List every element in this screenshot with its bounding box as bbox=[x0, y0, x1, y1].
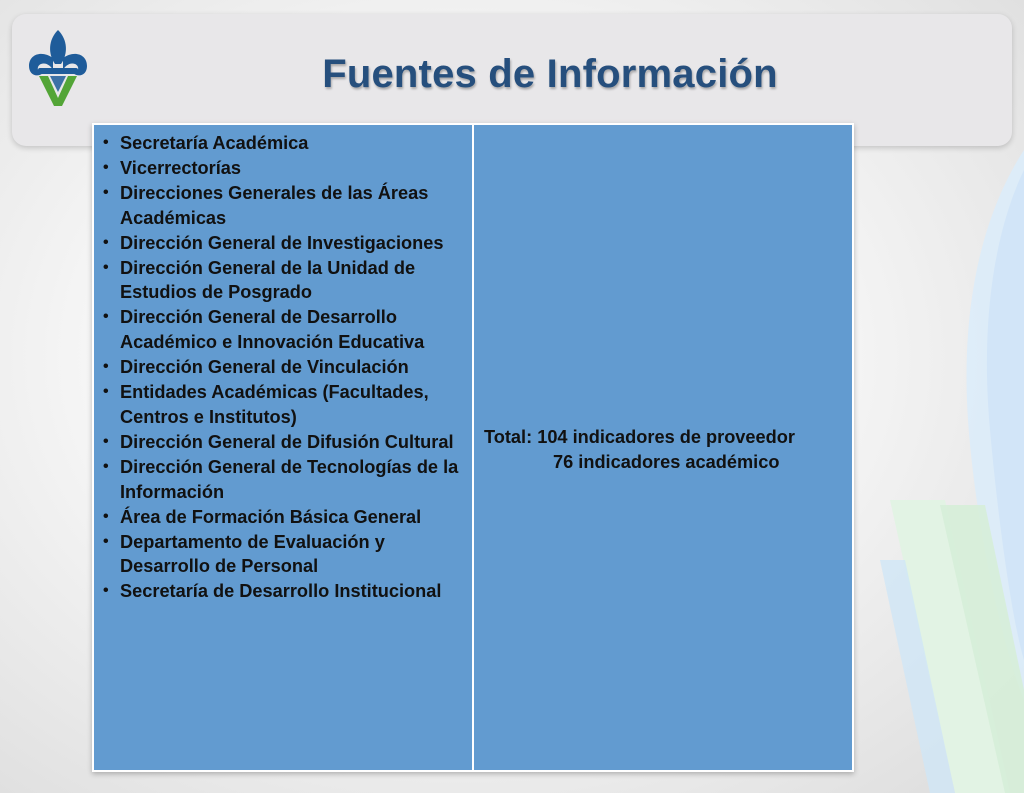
list-item-text: Entidades Académicas (Facultades, Centros e Institutos) bbox=[120, 382, 429, 427]
list-item-text: Dirección General de Tecnologías de la Información bbox=[120, 456, 459, 502]
bullet-icon: • bbox=[103, 158, 109, 176]
list-item bbox=[102, 430, 466, 455]
bullet-icon: • bbox=[103, 308, 109, 326]
total-academic-indicators: 76 indicadores académico bbox=[553, 452, 780, 472]
list-item-text: Área de Formación Básica General bbox=[120, 506, 422, 527]
list-item bbox=[102, 530, 466, 580]
list-item bbox=[102, 505, 466, 530]
indicator-totals bbox=[474, 425, 852, 475]
list-item-text: Secretaría Académica bbox=[120, 133, 309, 153]
list-item bbox=[102, 131, 466, 156]
university-logo-icon bbox=[26, 28, 90, 108]
list-item bbox=[102, 181, 466, 231]
list-item-text: Dirección General de la Unidad de Estudios de Posgrado bbox=[120, 257, 416, 303]
sources-cell bbox=[94, 125, 472, 770]
total-provider-indicators: Total: 104 indicadores de proveedor bbox=[484, 427, 795, 447]
information-sources-table bbox=[92, 123, 854, 772]
list-item bbox=[102, 455, 466, 505]
list-item bbox=[102, 579, 466, 604]
list-item bbox=[102, 256, 466, 306]
bullet-icon: • bbox=[103, 233, 109, 251]
bullet-icon: • bbox=[103, 358, 109, 376]
list-item-text: Direcciones Generales de las Áreas Académicas bbox=[120, 182, 429, 228]
list-item bbox=[102, 355, 466, 380]
totals-cell bbox=[474, 125, 852, 770]
bullet-icon: • bbox=[103, 432, 109, 450]
list-item-text: Dirección General de Difusión Cultural bbox=[120, 431, 454, 452]
list-item bbox=[102, 231, 466, 256]
list-item bbox=[102, 305, 466, 355]
list-item-text: Vicerrectorías bbox=[120, 157, 241, 178]
bullet-icon: • bbox=[103, 532, 109, 550]
bullet-icon: • bbox=[103, 183, 109, 201]
list-item-text: Secretaría de Desarrollo Institucional bbox=[120, 581, 442, 602]
bullet-icon: • bbox=[103, 258, 109, 276]
list-item-text: Departamento de Evaluación y Desarrollo de Personal bbox=[120, 531, 385, 577]
bullet-icon: • bbox=[103, 457, 109, 475]
list-item bbox=[102, 156, 466, 181]
bullet-icon: • bbox=[103, 383, 109, 401]
bullet-icon: • bbox=[103, 507, 109, 525]
sources-list bbox=[94, 125, 472, 604]
bullet-icon: • bbox=[103, 582, 109, 600]
list-item-text: Dirección General de Investigaciones bbox=[120, 232, 444, 253]
bullet-icon: • bbox=[103, 134, 109, 151]
list-item-text: Dirección General de Vinculación bbox=[120, 357, 409, 378]
list-item-text: Dirección General de Desarrollo Académico e Innovación Educativa bbox=[120, 307, 425, 353]
list-item bbox=[102, 380, 466, 430]
page-title: Fuentes de Información bbox=[322, 52, 778, 96]
